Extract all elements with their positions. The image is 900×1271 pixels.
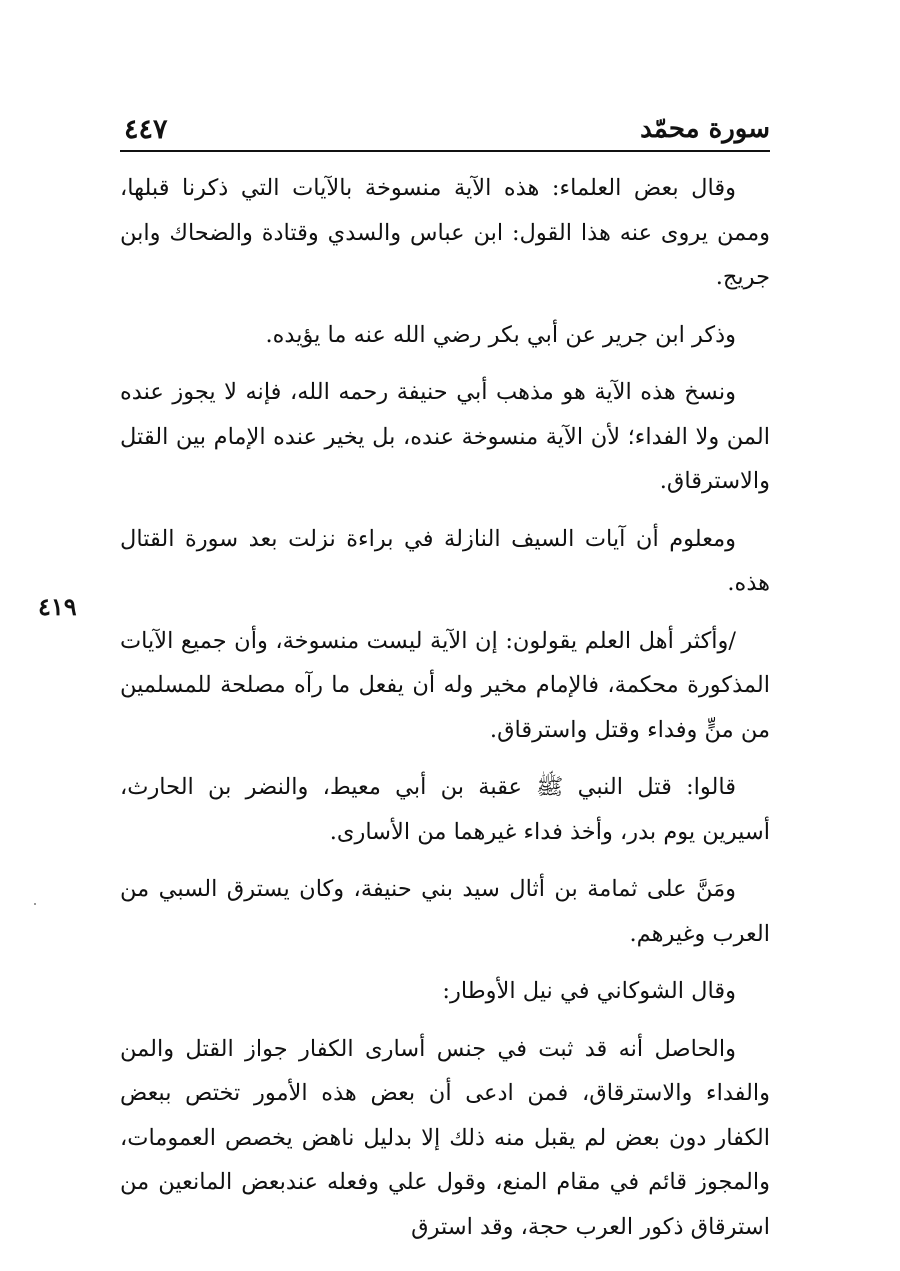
header-divider (120, 150, 770, 152)
main-text (120, 166, 770, 1262)
paragraph: قالوا: قتل النبي ﷺ عقبة بن أبي معيط، والنضر بن الحارث، أسيرين يوم بدر، وأخذ فداء غيرهما من الأسارى. (120, 774, 770, 845)
paragraph: ومَنَّ على ثمامة بن أثال سيد بني حنيفة، وكان يسترق السبي من العرب وغيرهم. (120, 876, 770, 947)
paragraph: وذكر ابن جرير عن أبي بكر رضي الله عنه ما يؤيده. (265, 321, 736, 348)
paragraph: ونسخ هذه الآية هو مذهب أبي حنيفة رحمه الله، فإنه لا يجوز عنده المن ولا الفداء؛ لأن الآية منسوخة عنده، بل يخير عنده الإمام بين القتل والاسترقاق. (120, 379, 770, 494)
page-number: ٤٤٧ (124, 114, 168, 145)
paragraph: وقال الشوكاني في نيل الأوطار: (442, 978, 736, 1004)
page-header (120, 112, 770, 152)
paragraph: ومعلوم أن آيات السيف النازلة في براءة نزلت بعد سورة القتال هذه. (120, 525, 770, 596)
paragraph: /وأكثر أهل العلم يقولون: إن الآية ليست منسوخة، وأن جميع الآيات المذكورة محكمة، فالإمام مخير وله أن يفعل ما رآه مصلحة للمسلمين من منٍّ وفداء وقتل واسترقاق. (120, 627, 770, 743)
running-title: سورة محمّد (640, 114, 770, 144)
scan-speck (34, 903, 36, 905)
paragraph: وقال بعض العلماء: هذه الآية منسوخة بالآيات التي ذكرنا قبلها، وممن يروى عنه هذا القول: ابن عباس والسدي وقتادة والضحاك وابن جريج. (120, 175, 770, 290)
paragraph: والحاصل أنه قد ثبت في جنس أسارى الكفار جواز القتل والمن والفداء والاسترقاق، فمن ادعى أن بعض هذه الأمور تختص ببعض الكفار دون بعض لم يقبل منه ذلك إلا بدليل ناهض يخصص العمومات، والمجوز قائم في مقام المنع، وقول علي وفعله عندبعض المانعين من استرقاق ذكور العرب حجة، وقد استرق (120, 1035, 770, 1240)
margin-page-reference: ٤١٩ (38, 592, 77, 621)
